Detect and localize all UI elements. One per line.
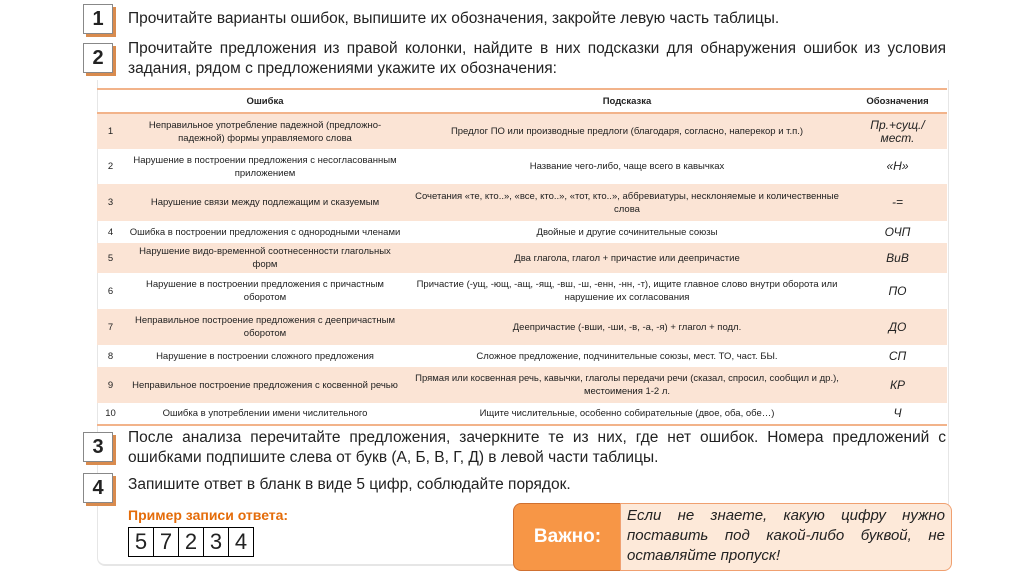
table-row <box>97 273 947 309</box>
row-code: ДО <box>848 309 947 345</box>
answer-digit: 5 <box>129 528 154 556</box>
row-code: «Н» <box>886 159 909 173</box>
row-hint: Деепричастие (-вши, -ши, -в, -а, -я) + глагол + подл. <box>406 309 848 345</box>
row-error: Ошибка в употреблении имени числительного <box>162 408 368 419</box>
step-3-badge: 3 <box>83 432 113 462</box>
table-row <box>97 345 947 367</box>
row-number: 3 <box>97 184 124 221</box>
row-error: Нарушение в построении предложения с несогласованным приложением <box>133 154 397 179</box>
important-label: Важно: <box>513 503 622 571</box>
row-error: Нарушение видо-временной соотнесенности глагольных форм <box>124 243 406 273</box>
table-row <box>97 367 947 403</box>
row-hint: Ищите числительные, особенно собирательные (двое, оба, обе…) <box>479 408 775 419</box>
step-4-text: Запишите ответ в бланк в виде 5 цифр, соблюдайте порядок. <box>128 476 571 493</box>
row-error: Нарушение в построении сложного предложения <box>156 350 374 362</box>
row-error: Неправильное употребление падежной (предложно-падежной) формы управляемого слова <box>124 113 406 149</box>
row-number: 10 <box>105 408 116 419</box>
row-number: 4 <box>107 226 114 238</box>
table-row <box>97 403 947 425</box>
answer-digit: 4 <box>234 529 248 554</box>
row-number: 6 <box>107 285 114 297</box>
table-row <box>97 184 947 221</box>
row-error: Нарушение в построении предложения с причастным оборотом <box>146 279 384 303</box>
row-error: Ошибка в построении предложения с однородными членами <box>129 226 401 238</box>
table-row <box>97 243 947 273</box>
row-hint: Прямая или косвенная речь, кавычки, глаголы передачи речи (сказал, спросил, сообщил и др.), местоимения 1-2 л. <box>406 367 848 403</box>
header-code: Обозначения <box>848 89 947 113</box>
header-num <box>97 89 124 113</box>
row-code: КР <box>848 367 947 403</box>
header-hint: Подсказка <box>406 89 848 113</box>
table-row <box>97 113 947 149</box>
important-note: Если не знаете, какую цифру нужно поставить под какой-либо буквой, не оставляйте пропуск! <box>620 503 952 571</box>
row-code: ПО <box>888 283 907 298</box>
row-number: 9 <box>97 367 124 403</box>
row-code: ОЧП <box>884 224 911 239</box>
row-error: Неправильное построение предложения с косвенной речью <box>124 367 406 403</box>
row-number: 1 <box>97 113 124 149</box>
header-error: Ошибка <box>124 89 406 113</box>
table-row <box>97 309 947 345</box>
answer-digit: 7 <box>154 528 179 556</box>
row-number: 2 <box>107 161 114 172</box>
row-code: Ч <box>893 406 902 420</box>
answer-digit: 2 <box>179 528 204 556</box>
row-hint: Двойные и другие сочинительные союзы <box>536 226 718 238</box>
answer-digit: 3 <box>204 528 229 556</box>
row-hint: Два глагола, глагол + причастие или деепричастие <box>406 243 848 273</box>
row-code: -= <box>848 184 947 221</box>
row-code: СП <box>888 348 907 363</box>
row-number: 5 <box>97 243 124 273</box>
row-number: 8 <box>107 350 114 362</box>
step-2-text: Прочитайте предложения из правой колонки, найдите в них подсказки для обнаружения ошибок из условия задания, рядом с предложениями укажите их обозначения: <box>128 40 946 77</box>
row-number: 7 <box>97 309 124 345</box>
example-label: Пример записи ответа: <box>128 507 289 523</box>
table-row <box>97 149 947 184</box>
row-error: Нарушение связи между подлежащим и сказуемым <box>124 184 406 221</box>
step-1-badge: 1 <box>83 4 113 34</box>
table-row <box>97 221 947 243</box>
row-code: Пр.+сущ./ мест. <box>848 113 947 149</box>
step-2-badge: 2 <box>83 43 113 73</box>
step-1-text: Прочитайте варианты ошибок, выпишите их обозначения, закройте левую часть таблицы. <box>128 10 780 27</box>
row-error: Неправильное построение предложения с деепричастным оборотом <box>124 309 406 345</box>
row-hint: Название чего-либо, чаще всего в кавычках <box>529 161 725 172</box>
row-hint: Предлог ПО или производные предлоги (благодаря, согласно, наперекор и т.п.) <box>406 113 848 149</box>
step-3-text: После анализа перечитайте предложения, зачеркните те из них, где нет ошибок. Номера предложений с ошибками подпишите слева от букв (А, Б, В, Г, Д) в левой части таблицы. <box>128 429 946 466</box>
row-hint: Сложное предложение, подчинительные союзы, мест. ТО, част. БЫ. <box>476 350 778 362</box>
row-hint: Сочетания «те, кто..», «все, кто..», «тот, кто..», аббревиатуры, несклоняемые и количественные слова <box>406 184 848 221</box>
errors-table <box>97 88 947 426</box>
answer-boxes <box>128 527 254 557</box>
table-header <box>97 89 947 113</box>
step-4-badge: 4 <box>83 473 113 503</box>
row-hint: Причастие (-ущ, -ющ, -ащ, -ящ, -вш, -ш, -енн, -нн, -т), ищите главное слово внутри оборота или нарушение их согласования <box>416 279 838 303</box>
row-code: ВиВ <box>848 243 947 273</box>
